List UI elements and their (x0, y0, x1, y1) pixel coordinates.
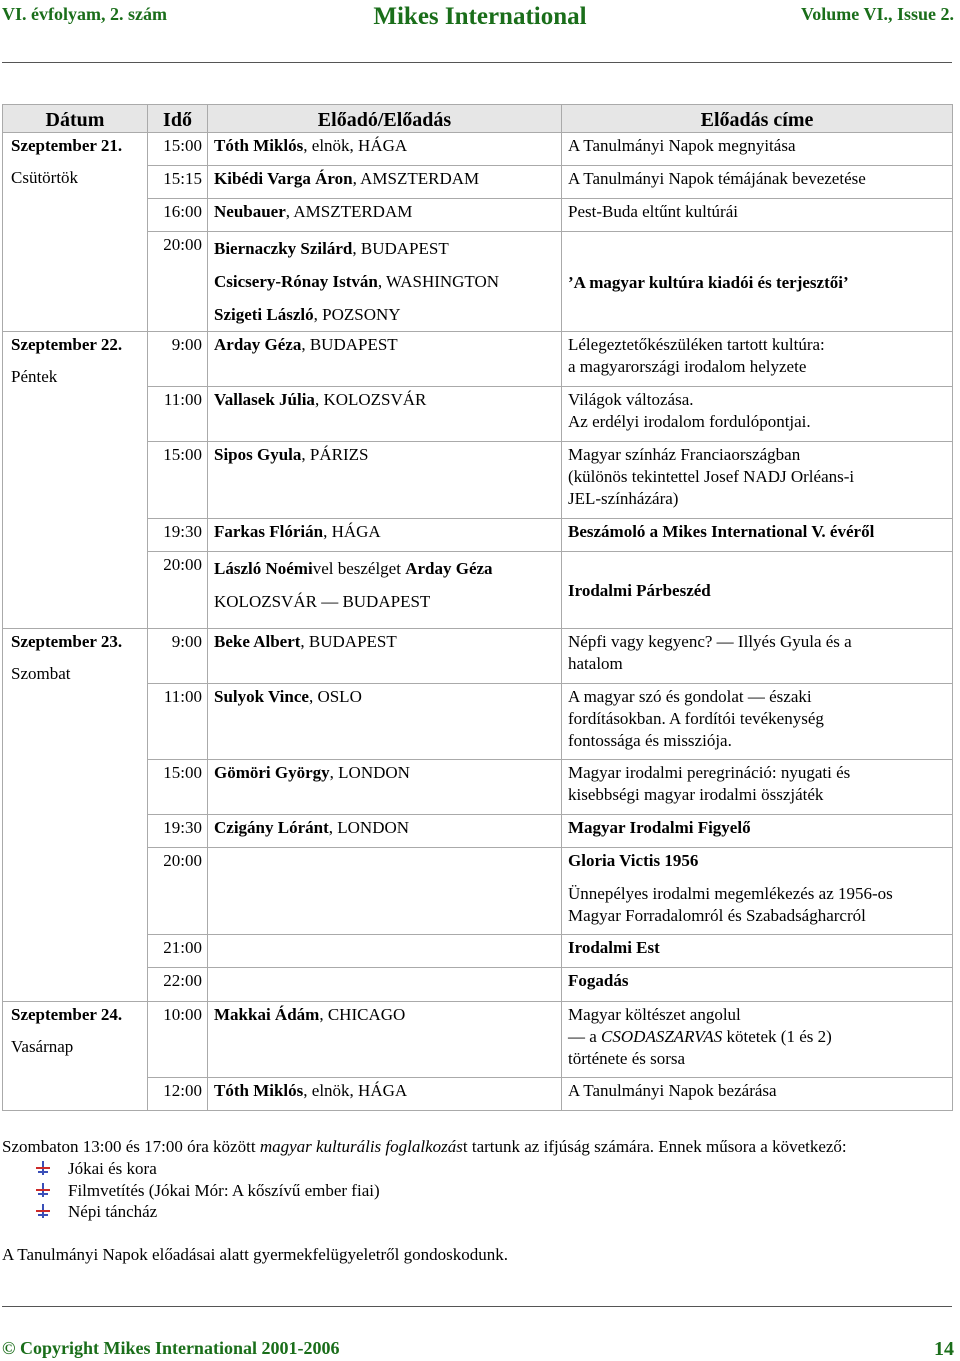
speaker-info: , BUDAPEST (301, 335, 398, 354)
speaker-name: Sipos Gyula (214, 445, 302, 464)
speaker-cell (208, 519, 562, 552)
time-cell: 22:00 (148, 968, 208, 1002)
bullet-icon (36, 1182, 50, 1196)
title-cell: A Tanulmányi Napok bezárása (562, 1078, 953, 1111)
day-weekday: Szombat (11, 664, 71, 683)
speaker-info: , LONDON (328, 818, 410, 837)
title-cell (562, 332, 953, 387)
col-header-speaker: Előadó/Előadás (208, 105, 562, 133)
title-text: Beszámoló a Mikes International V. évéről (568, 522, 875, 541)
speaker-name: Tóth Miklós (214, 1081, 304, 1100)
day-cell (3, 133, 148, 332)
speaker-info: vel beszélget (312, 559, 406, 578)
day-date: Szeptember 22. (11, 335, 123, 354)
title-line (568, 1026, 946, 1048)
speaker-info: , PÁRIZS (301, 445, 369, 464)
time-cell: 20:00 (148, 232, 208, 332)
speaker-cell (208, 968, 562, 1002)
title-line: Az erdélyi irodalom fordulópontjai. (568, 412, 811, 431)
speaker-name: Szigeti László (214, 305, 314, 324)
speaker-cell (208, 1078, 562, 1111)
speaker-cell (208, 684, 562, 760)
bullet-icon (36, 1160, 50, 1174)
title-cell: A Tanulmányi Napok megnyitása (562, 133, 953, 166)
title-line: JEL-színházára) (568, 489, 679, 508)
speaker-info: , OSLO (308, 687, 362, 706)
speaker-info: , POZSONY (313, 305, 401, 324)
speaker-info: , HÁGA (323, 522, 381, 541)
title-line: Magyar Forradalomról és Szabadságharcról (568, 906, 866, 925)
dialogue-cities: KOLOZSVÁR — BUDAPEST (214, 592, 431, 611)
volume-en: Volume VI., Issue 2. (800, 4, 954, 24)
title-cell (562, 760, 953, 815)
copyright: © Copyright Mikes International 2001-2006 (2, 1338, 340, 1358)
speaker-cell (208, 815, 562, 848)
title-cell (562, 684, 953, 760)
list-item (36, 1202, 157, 1222)
title-part: kötetek (1 és 2) (722, 1027, 832, 1046)
table-row (3, 1002, 953, 1078)
col-header-title: Előadás címe (562, 105, 953, 133)
title-line: fontossága és missziója. (568, 731, 732, 750)
time-cell: 20:00 (148, 848, 208, 935)
title-text: Fogadás (568, 971, 629, 990)
speaker-name: Arday Géza (405, 559, 493, 578)
title-cell (562, 519, 953, 552)
book-title: CSODASZARVAS (601, 1027, 723, 1046)
speaker-cell (208, 332, 562, 387)
day-weekday: Csütörtök (11, 168, 79, 187)
speaker-info: , elnök, HÁGA (303, 136, 408, 155)
time-cell: 10:00 (148, 1002, 208, 1078)
speaker-name: László Noémi (214, 559, 313, 578)
speaker-info: , CHICAGO (319, 1005, 406, 1024)
title-cell (562, 935, 953, 968)
time-cell: 21:00 (148, 935, 208, 968)
youth-program-intro (2, 1137, 847, 1157)
speaker-info: , BUDAPEST (300, 632, 397, 651)
time-cell: 9:00 (148, 629, 208, 684)
title-text: Gloria Victis 1956 (568, 851, 699, 870)
speaker-info: , AMSZTERDAM (352, 169, 480, 188)
day-date: Szeptember 23. (11, 632, 123, 651)
day-cell (3, 1002, 148, 1111)
bullet-icon (36, 1203, 50, 1217)
speaker-info: , elnök, HÁGA (303, 1081, 408, 1100)
day-date: Szeptember 24. (11, 1005, 123, 1024)
day-cell (3, 332, 148, 629)
speaker-name: Makkai Ádám (214, 1005, 320, 1024)
title-cell (562, 815, 953, 848)
title-cell (562, 442, 953, 519)
page-header (0, 0, 960, 40)
title-cell (562, 1002, 953, 1078)
title-text: Irodalmi Est (568, 938, 660, 957)
speaker-name: Beke Albert (214, 632, 301, 651)
day-weekday: Péntek (11, 367, 58, 386)
title-cell (562, 387, 953, 442)
speaker-cell (208, 133, 562, 166)
title-cell (562, 848, 953, 935)
time-cell: 15:00 (148, 133, 208, 166)
title-line: története és sorsa (568, 1049, 686, 1068)
speaker-cell (208, 552, 562, 629)
time-cell: 11:00 (148, 387, 208, 442)
title-text: Magyar Irodalmi Figyelő (568, 818, 751, 837)
header-rule (2, 62, 952, 63)
speaker-info: , KOLOZSVÁR (314, 390, 427, 409)
day-weekday: Vasárnap (11, 1037, 74, 1056)
speaker-cell (208, 1002, 562, 1078)
title-line: Lélegeztetőkészüléken tartott kultúra: (568, 335, 825, 354)
speaker-cell (208, 935, 562, 968)
panelist (214, 232, 555, 265)
speaker-name: Sulyok Vince (214, 687, 309, 706)
time-cell: 19:30 (148, 519, 208, 552)
title-line: A magyar szó és gondolat — északi (568, 687, 812, 706)
table-row (3, 629, 953, 684)
panelist (214, 265, 555, 298)
list-item-label: Jókai és kora (68, 1159, 157, 1178)
title-cell (562, 629, 953, 684)
title-line: Népfi vagy kegyenc? — Illyés Gyula és a (568, 632, 852, 651)
day-cell (3, 629, 148, 1002)
title-cell (562, 552, 953, 629)
speaker-info: , AMSZTERDAM (285, 202, 413, 221)
speaker-name: Tóth Miklós (214, 136, 304, 155)
time-cell: 11:00 (148, 684, 208, 760)
title-line: Magyar irodalmi peregrináció: nyugati és (568, 763, 851, 782)
list-item (36, 1181, 380, 1201)
table-header-row (3, 105, 953, 133)
speaker-name: Farkas Flórián (214, 522, 324, 541)
title-cell: A Tanulmányi Napok témájának bevezetése (562, 166, 953, 199)
speaker-name: Arday Géza (214, 335, 302, 354)
time-cell: 9:00 (148, 332, 208, 387)
col-header-date: Dátum (3, 105, 148, 133)
title-part: — a (568, 1027, 602, 1046)
speaker-cell (208, 199, 562, 232)
time-cell: 19:30 (148, 815, 208, 848)
title-line: Világok változása. (568, 390, 694, 409)
title-line: a magyarországi irodalom helyzete (568, 357, 807, 376)
intro-text: t tartunk az ifjúság számára. Ennek műsora a következő: (462, 1137, 847, 1156)
table-row (3, 332, 953, 387)
dialogue-line (214, 552, 555, 585)
speaker-info: , LONDON (329, 763, 410, 782)
time-cell: 15:15 (148, 166, 208, 199)
title-line: hatalom (568, 654, 623, 673)
volume-hu: VI. évfolyam, 2. szám (2, 4, 167, 24)
speaker-cell (208, 232, 562, 332)
speaker-name: Csicsery-Rónay István (214, 272, 378, 291)
time-cell: 20:00 (148, 552, 208, 629)
intro-text: Szombaton 13:00 és 17:00 óra között (2, 1137, 260, 1156)
time-cell: 16:00 (148, 199, 208, 232)
title-line: Ünnepélyes irodalmi megemlékezés az 1956-os (568, 884, 893, 903)
speaker-name: Biernaczky Szilárd (214, 239, 353, 258)
speaker-cell (208, 166, 562, 199)
title-line: Magyar színház Franciaországban (568, 445, 801, 464)
journal-title: Mikes International (373, 3, 587, 30)
table-row (3, 133, 953, 166)
title-cell (562, 232, 953, 332)
speaker-name: Neubauer (214, 202, 286, 221)
col-header-time: Idő (148, 105, 208, 133)
program-table (2, 104, 953, 1111)
page-number: 14 (934, 1338, 954, 1360)
list-item-label: Népi táncház (68, 1202, 158, 1221)
title-line: (különös tekintettel Josef NADJ Orléans-i (568, 467, 855, 486)
list-item (36, 1159, 157, 1179)
title-line: kisebbségi magyar irodalmi összjáték (568, 785, 824, 804)
panel-title: ’A magyar kultúra kiadói és terjesztői’ (568, 272, 849, 292)
time-cell: 15:00 (148, 760, 208, 815)
speaker-name: Gömöri György (214, 763, 330, 782)
speaker-name: Czigány Lóránt (214, 818, 329, 837)
speaker-info: , WASHINGTON (377, 272, 500, 291)
title-text: Irodalmi Párbeszéd (568, 581, 711, 600)
childcare-note: A Tanulmányi Napok előadásai alatt gyermekfelügyeletről gondoskodunk. (2, 1245, 509, 1264)
speaker-cell (208, 760, 562, 815)
speaker-cell (208, 848, 562, 935)
speaker-cell (208, 629, 562, 684)
intro-emphasis: magyar kulturális foglalkozás (259, 1137, 463, 1156)
speaker-name: Kibédi Varga Áron (214, 169, 353, 188)
speaker-info: , BUDAPEST (352, 239, 449, 258)
list-item-label: Filmvetítés (Jókai Mór: A kőszívű ember fiai) (68, 1181, 380, 1200)
time-cell: 15:00 (148, 442, 208, 519)
title-cell (562, 968, 953, 1002)
title-line: Magyar költészet angolul (568, 1005, 741, 1024)
panelist (214, 298, 555, 331)
title-line: fordításokban. A fordítói tevékenység (568, 709, 824, 728)
footer-rule (2, 1306, 952, 1307)
speaker-name: Vallasek Júlia (214, 390, 315, 409)
speaker-cell (208, 442, 562, 519)
speaker-cell (208, 387, 562, 442)
day-date: Szeptember 21. (11, 136, 123, 155)
title-cell: Pest-Buda eltűnt kultúrái (562, 199, 953, 232)
time-cell: 12:00 (148, 1078, 208, 1111)
